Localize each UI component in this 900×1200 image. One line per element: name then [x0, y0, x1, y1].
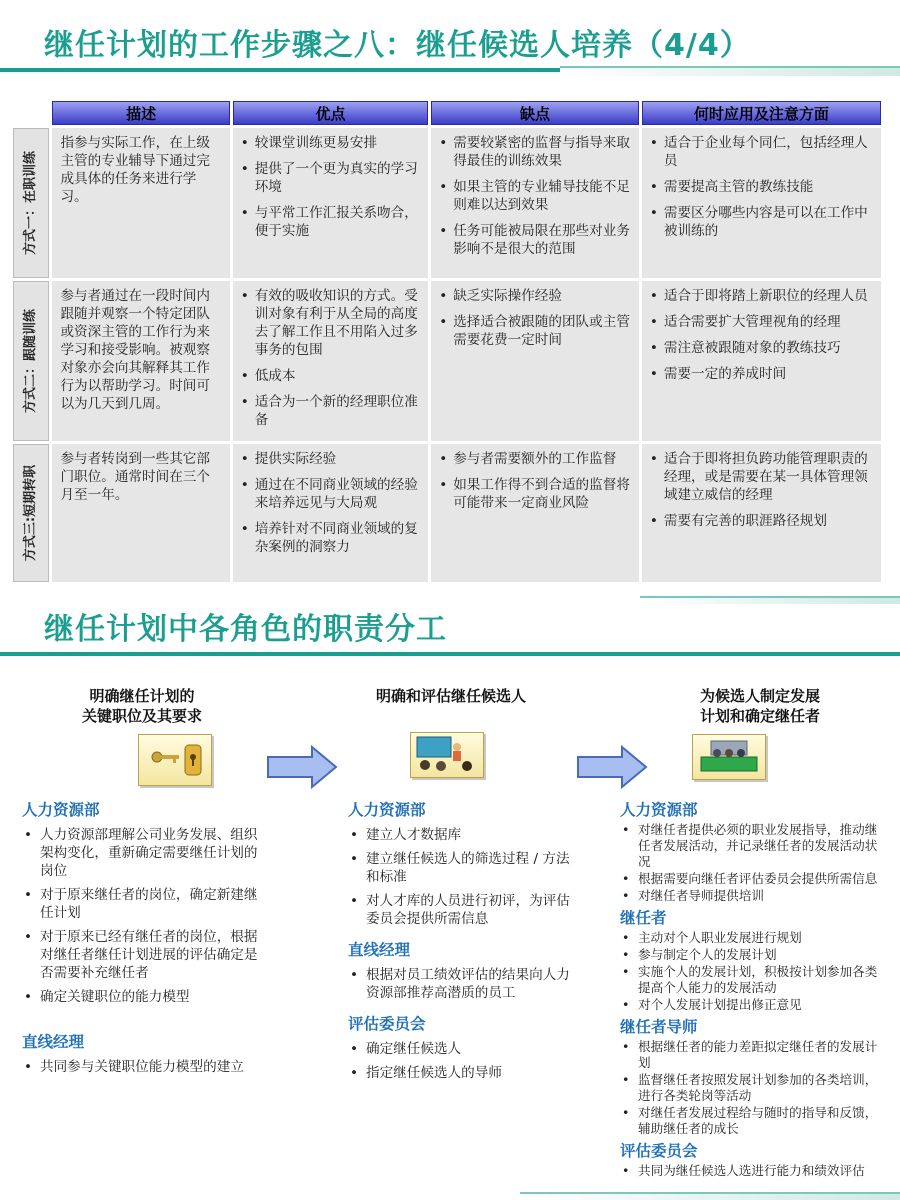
list-item: • 有效的吸收知识的方式。受训对象有利于从全局的高度去了解工作且不用陷入过多事务的包围 — [241, 287, 421, 359]
pros-cell — [233, 128, 429, 278]
list-item: • 适合于即将担负跨功能管理职责的经理，或是需要在某一具体管理领域建立威信的经理 — [650, 450, 873, 504]
list-item: • 对于原来已经有继任者的岗位，根据对继任者继任计划进展的评估确定是否需要补充继任者 — [22, 928, 262, 982]
list-item: • 通过在不同商业领域的经验来培养远见与大局观 — [241, 476, 421, 512]
table-row — [13, 128, 881, 278]
list-item: • 实施个人的发展计划，积极按计划参加各类提高个人能力的发展活动 — [620, 964, 882, 996]
step-heading-line: 计划和确定继任者 — [699, 707, 820, 725]
list-item: • 选择适合被跟随的团队或主管需要花费一定时间 — [439, 313, 631, 349]
row-label-cell — [13, 281, 49, 441]
list-item: • 任务可能被局限在那些对业务影响不是很大的范围 — [439, 222, 631, 258]
presentation-icon — [410, 732, 484, 778]
list-item: • 低成本 — [241, 367, 421, 385]
step-column-3 — [650, 686, 870, 726]
list-item: • 适合于企业每个同仁，包括经理人员 — [650, 134, 873, 170]
role-title: 评估委员会 — [620, 1142, 698, 1160]
list-item: • 提供实际经验 — [241, 450, 421, 468]
list-item: • 共同为继任候选人选进行能力和绩效评估 — [620, 1163, 882, 1179]
meeting-icon — [692, 734, 766, 780]
decorative-swoosh — [640, 596, 900, 604]
description-cell: 参与者转岗到一些其它部门职位。通常时间在三个月至一年。 — [52, 444, 229, 582]
list-item: • 主动对个人职业发展进行规划 — [620, 930, 882, 946]
cons-cell — [431, 128, 639, 278]
table-row — [13, 281, 881, 441]
list-item: • 根据继任者的能力差距拟定继任者的发展计划 — [620, 1039, 882, 1071]
col-header-pros: 优点 — [233, 101, 429, 125]
pros-cell — [233, 281, 429, 441]
row-label: 方式一：在职训练 — [23, 150, 39, 256]
list-item: • 对继任者发展过程给与随时的指导和反馈，辅助继任者的成长 — [620, 1105, 882, 1137]
step-column-1 — [22, 686, 262, 726]
table-corner — [13, 101, 49, 125]
role-title: 人力资源部 — [348, 801, 426, 819]
cons-cell — [431, 444, 639, 582]
list-item: • 确定继任候选人 — [348, 1040, 573, 1058]
step-heading: 明确和评估继任候选人 — [375, 687, 526, 705]
decorative-swoosh — [520, 1192, 900, 1200]
list-item: • 确定关键职位的能力模型 — [22, 988, 262, 1006]
list-item: • 培养针对不同商业领域的复杂案例的洞察力 — [241, 520, 421, 556]
role-title: 直线经理 — [22, 1033, 85, 1051]
role-title: 继任者导师 — [620, 1018, 698, 1036]
flow-arrow-icon — [576, 745, 648, 789]
flow-arrow-icon — [266, 745, 338, 789]
list-item: • 提供了一个更为真实的学习环境 — [241, 160, 421, 196]
role-title: 人力资源部 — [620, 801, 698, 819]
row-label: 方式三:短期转职 — [23, 464, 39, 562]
list-item: • 指定继任候选人的导师 — [348, 1064, 573, 1082]
key-lock-icon — [138, 734, 212, 786]
list-item: • 如果主管的专业辅导技能不足则难以达到效果 — [439, 178, 631, 214]
list-item: • 共同参与关键职位能力模型的建立 — [22, 1058, 262, 1076]
table-row — [13, 444, 881, 582]
step2-roles — [348, 798, 573, 1092]
role-title: 评估委员会 — [348, 1015, 426, 1033]
col-header-when: 何时应用及注意方面 — [642, 101, 881, 125]
list-item: • 根据对员工绩效评估的结果向人力资源部推荐高潜质的员工 — [348, 966, 573, 1002]
row-label: 方式二：跟随训练 — [23, 308, 39, 414]
list-item: • 适合为一个新的经理职位准备 — [241, 393, 421, 429]
list-item: • 缺乏实际操作经验 — [439, 287, 631, 305]
when-cell — [642, 281, 881, 441]
cons-cell — [431, 281, 639, 441]
list-item: • 较课堂训练更易安排 — [241, 134, 421, 152]
step1-roles — [22, 798, 262, 1086]
list-item: • 如果工作得不到合适的监督将可能带来一定商业风险 — [439, 476, 631, 512]
list-item: • 建立继任候选人的筛选过程 / 方法和标准 — [348, 850, 573, 886]
list-item: • 对继任者提供必须的职业发展指导，推动继任者发展活动，并记录继任者的发展活动状况 — [620, 822, 882, 870]
when-cell — [642, 128, 881, 278]
list-item: • 需要区分哪些内容是可以在工作中被训练的 — [650, 204, 873, 240]
role-title: 直线经理 — [348, 941, 411, 959]
step-heading-line: 明确继任计划的 — [89, 687, 195, 705]
list-item: • 人力资源部理解公司业务发展、组织架构变化，重新确定需要继任计划的岗位 — [22, 826, 262, 880]
step-heading — [650, 686, 870, 726]
when-cell — [642, 444, 881, 582]
section-title: 继任计划中各角色的职责分工 — [44, 612, 447, 647]
list-item: • 参与者需要额外的工作监督 — [439, 450, 631, 468]
list-item: • 需要有完善的职涯路径规划 — [650, 512, 873, 530]
page-title: 继任计划的工作步骤之八：继任候选人培养（4/4） — [44, 28, 751, 63]
pros-cell — [233, 444, 429, 582]
training-methods-table — [10, 98, 884, 585]
role-title: 人力资源部 — [22, 801, 100, 819]
list-item: • 需要一定的养成时间 — [650, 365, 873, 383]
list-item: • 建立人才数据库 — [348, 826, 573, 844]
role-title: 继任者 — [620, 909, 667, 927]
list-item: • 需注意被跟随对象的教练技巧 — [650, 339, 873, 357]
list-item: • 与平常工作汇报关系吻合，便于实施 — [241, 204, 421, 240]
list-item: • 对人才库的人员进行初评，为评估委员会提供所需信息 — [348, 892, 573, 928]
list-item: • 对于原来继任者的岗位，确定新建继任计划 — [22, 886, 262, 922]
step-column-2 — [346, 686, 586, 706]
step3-roles — [620, 798, 882, 1181]
step-heading-line: 为候选人制定发展 — [699, 687, 820, 705]
decorative-swoosh — [560, 66, 900, 76]
list-item: • 适合于即将踏上新职位的经理人员 — [650, 287, 873, 305]
list-item: • 适合需要扩大管理视角的经理 — [650, 313, 873, 331]
description-cell: 参与者通过在一段时间内跟随并观察一个特定团队或资深主管的工作行为来学习和接受影响。被观察对象亦会向其解释其工作行为以帮助学习。时间可以为几天到几周。 — [52, 281, 229, 441]
list-item: • 需要较紧密的监督与指导来取得最佳的训练效果 — [439, 134, 631, 170]
list-item: • 参与制定个人的发展计划 — [620, 947, 882, 963]
col-header-cons: 缺点 — [431, 101, 639, 125]
list-item: • 监督继任者按照发展计划参加的各类培训，进行各类轮岗等活动 — [620, 1072, 882, 1104]
list-item: • 根据需要向继任者评估委员会提供所需信息 — [620, 871, 882, 887]
step-heading — [22, 686, 262, 726]
list-item: • 需要提高主管的教练技能 — [650, 178, 873, 196]
step-heading-line: 关键职位及其要求 — [81, 707, 202, 725]
list-item: • 对继任者导师提供培训 — [620, 888, 882, 904]
row-label-cell — [13, 444, 49, 582]
col-header-description: 描述 — [52, 101, 229, 125]
section-divider — [0, 652, 900, 656]
list-item: • 对个人发展计划提出修正意见 — [620, 997, 882, 1013]
row-label-cell — [13, 128, 49, 278]
description-cell: 指参与实际工作，在上级主管的专业辅导下通过完成具体的任务来进行学习。 — [52, 128, 229, 278]
